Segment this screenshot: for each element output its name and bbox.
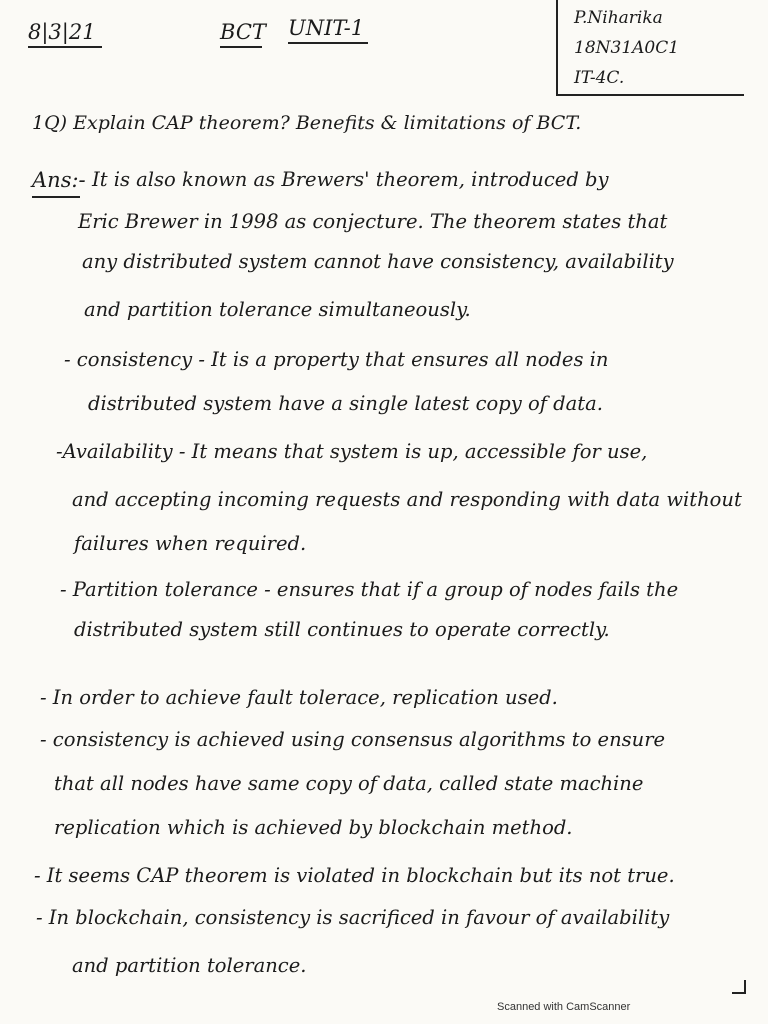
unit-title: UNIT-1 [288, 16, 365, 40]
answer-label-underline [32, 196, 80, 198]
date: 8|3|21 [28, 20, 96, 44]
answer-line: - consistency is achieved using consensus algorithms to ensure [40, 728, 666, 751]
answer-line: replication which is achieved by blockchain method. [54, 816, 573, 839]
student-section: IT-4C. [574, 68, 625, 88]
answer-line: - consistency - It is a property that ensures all nodes in [64, 348, 609, 371]
answer-line: failures when required. [74, 532, 307, 555]
answer-label: Ans:- [32, 168, 86, 192]
answer-line: - It seems CAP theorem is violated in blockchain but its not true. [34, 864, 675, 887]
answer-line: any distributed system cannot have consistency, availability [82, 250, 674, 273]
subject-underline [220, 46, 262, 48]
date-underline [28, 46, 102, 48]
answer-line: It is also known as Brewers' theorem, introduced by [92, 168, 609, 191]
question: 1Q) Explain CAP theorem? Benefits & limitations of BCT. [32, 112, 582, 134]
answer-line: - Partition tolerance - ensures that if a group of nodes fails the [60, 578, 679, 601]
answer-line: distributed system have a single latest copy of data. [88, 392, 603, 415]
answer-line: that all nodes have same copy of data, called state machine [54, 772, 644, 795]
answer-line: and partition tolerance simultaneously. [84, 298, 471, 321]
scanner-watermark: Scanned with CamScanner [497, 1001, 631, 1013]
page-corner-mark [732, 980, 746, 994]
answer-line: and accepting incoming requests and responding with data without [72, 488, 742, 511]
student-name: P.Niharika [574, 8, 663, 28]
answer-line: and partition tolerance. [72, 954, 307, 977]
answer-line: -Availability - It means that system is up, accessible for use, [56, 440, 648, 463]
unit-underline [288, 42, 368, 44]
answer-line: - In blockchain, consistency is sacrificed in favour of availability [36, 906, 670, 929]
answer-line: distributed system still continues to operate correctly. [74, 618, 610, 641]
answer-line: - In order to achieve fault tolerace, replication used. [40, 686, 558, 709]
subject: BCT [220, 20, 266, 44]
student-usn: 18N31A0C1 [574, 38, 680, 58]
answer-line: Eric Brewer in 1998 as conjecture. The theorem states that [78, 210, 668, 233]
